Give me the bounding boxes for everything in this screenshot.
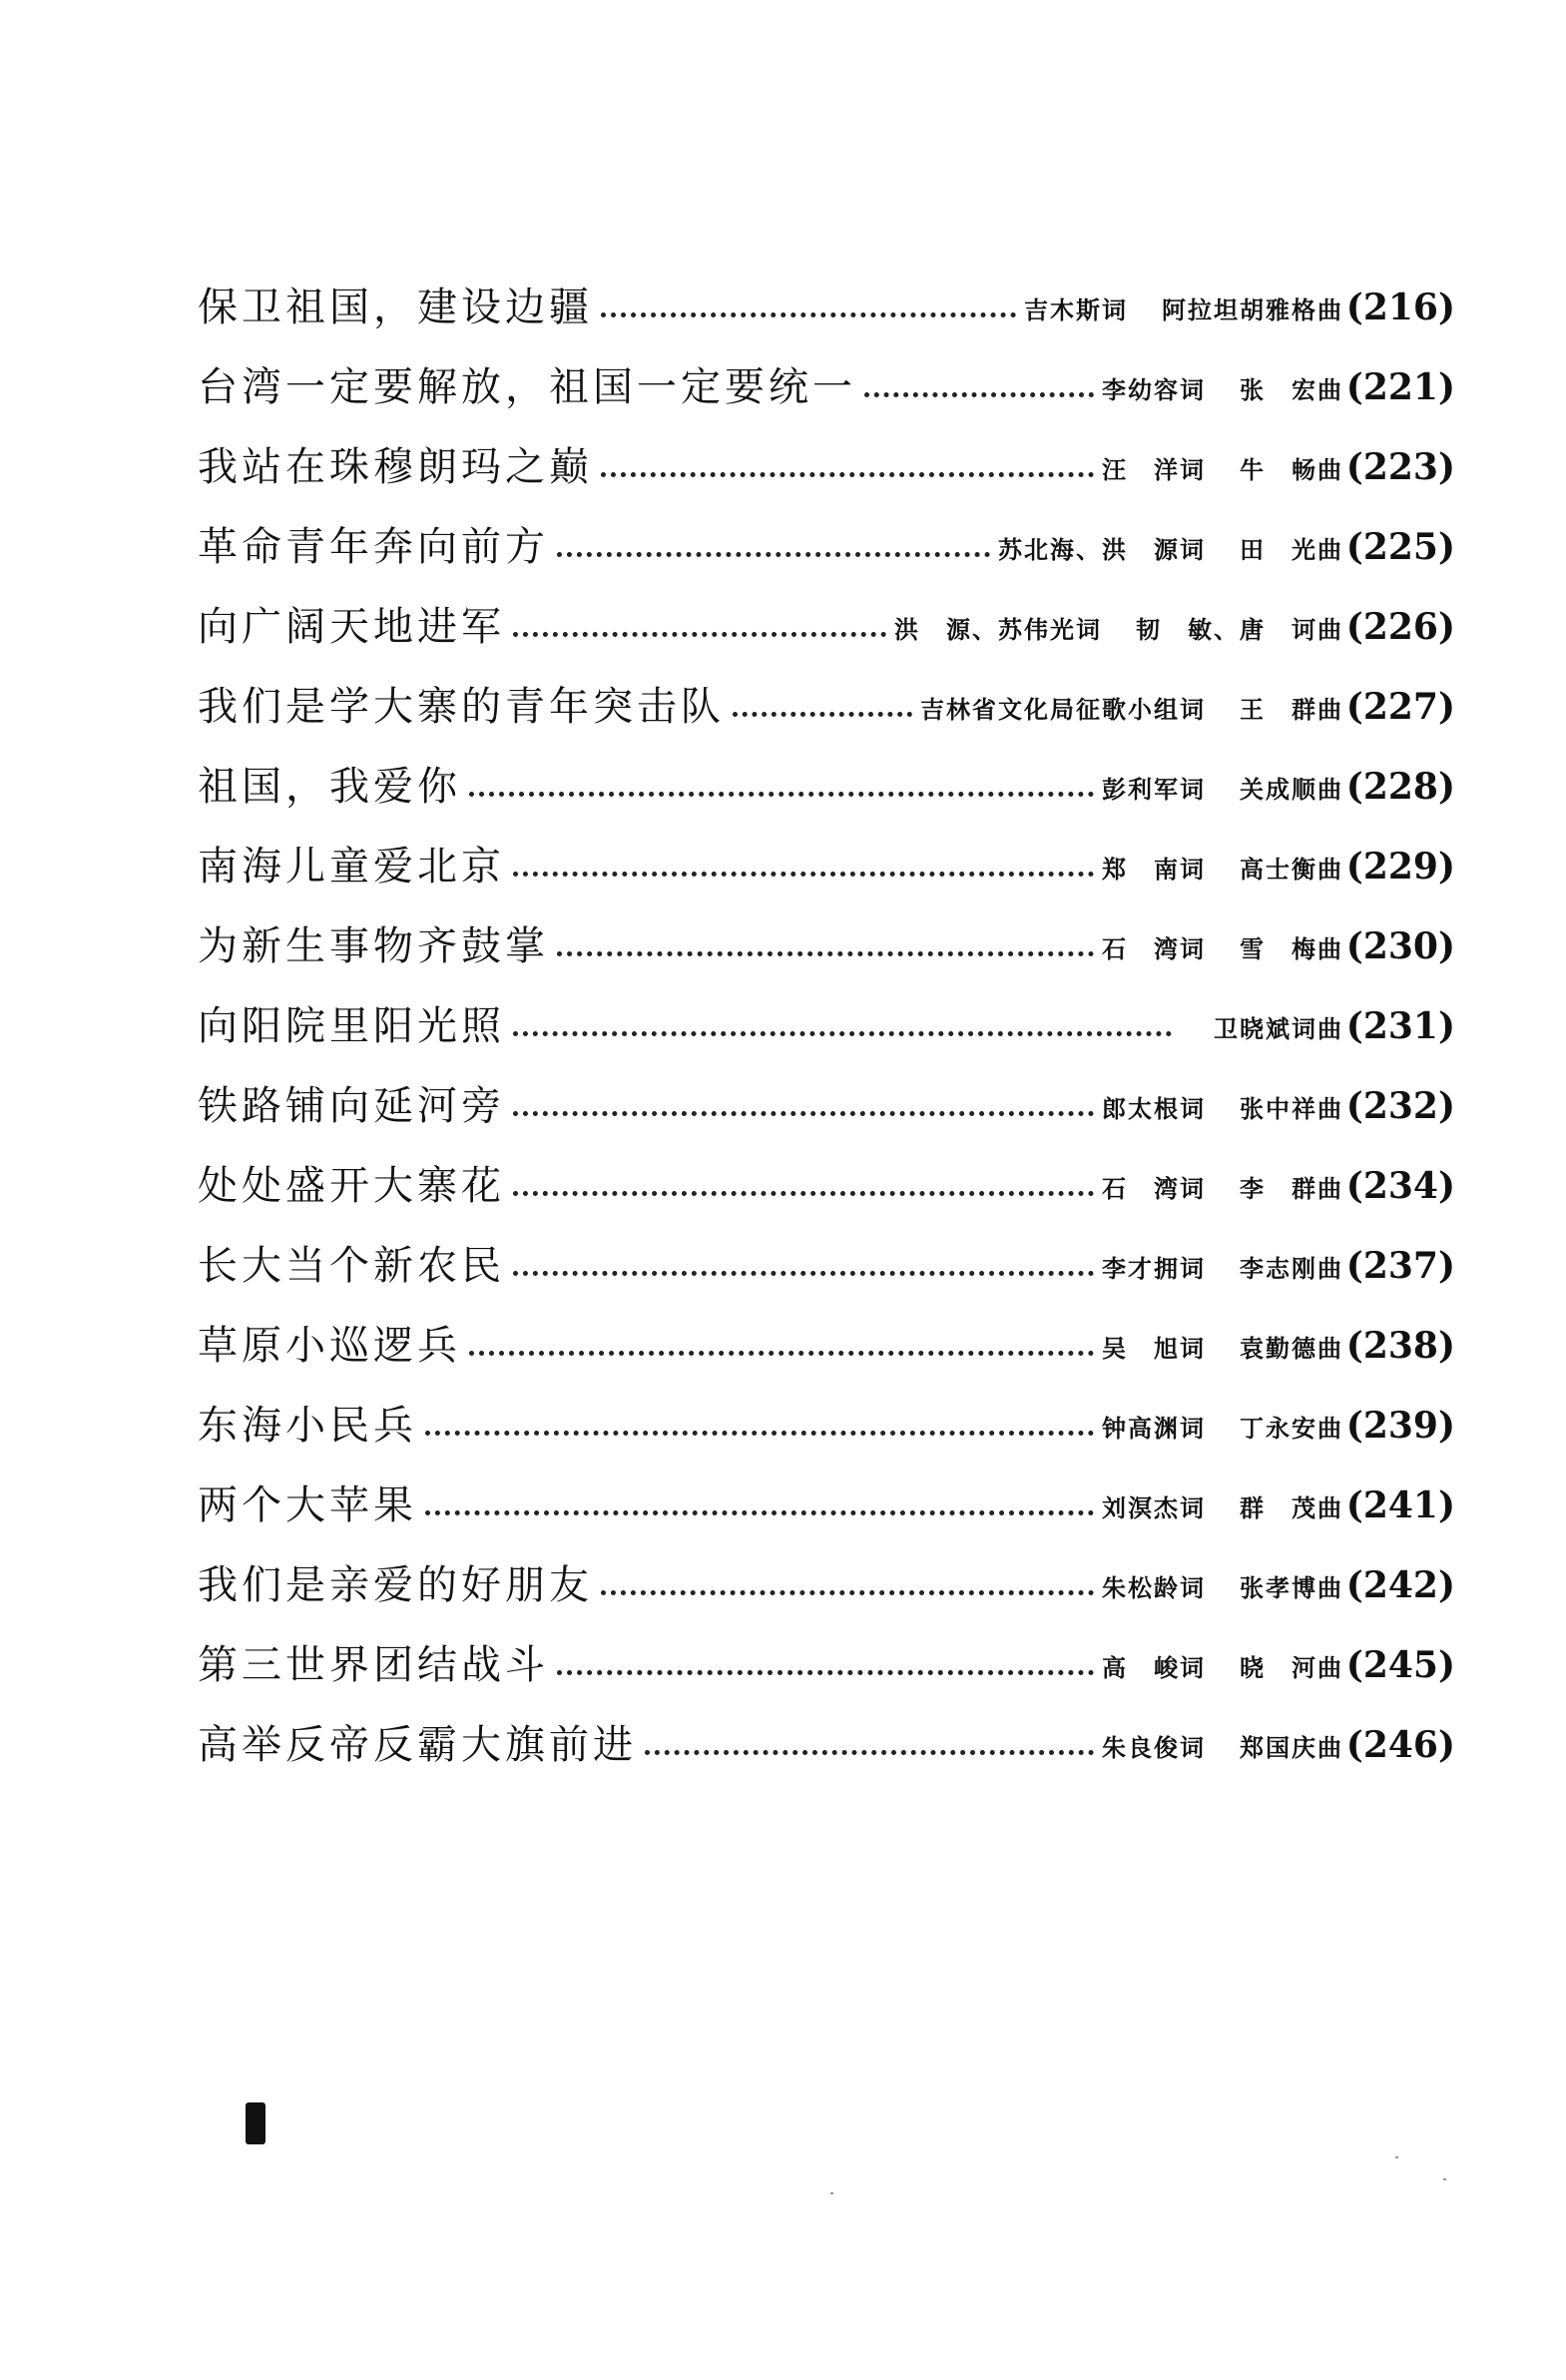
song-credits: [1102, 1092, 1343, 1130]
dot-leader: [513, 1271, 1094, 1276]
composer: 晓 河曲: [1240, 1654, 1343, 1682]
song-credits: [1102, 453, 1343, 491]
song-credits: [1102, 1332, 1343, 1370]
lyricist: 高 峻词: [1102, 1654, 1206, 1682]
toc-entry[interactable]: [198, 1210, 1455, 1290]
song-title: 我站在珠穆朗玛之巅: [198, 444, 593, 490]
song-credits: [1102, 1651, 1343, 1689]
lyricist: 汪 洋词: [1102, 456, 1206, 484]
composer: 雪 梅曲: [1240, 935, 1343, 963]
toc-entry[interactable]: [198, 891, 1455, 970]
scan-speck: [1443, 2178, 1446, 2180]
song-credits: [1102, 853, 1343, 891]
dot-leader: [601, 472, 1094, 477]
song-credits: [998, 533, 1343, 571]
dot-leader: [733, 712, 912, 717]
scan-speck: [1395, 2156, 1398, 2158]
dot-leader: [513, 1031, 1172, 1036]
song-credits: [1102, 932, 1343, 970]
toc-entry[interactable]: [198, 491, 1455, 571]
toc-entry[interactable]: [198, 811, 1455, 891]
composer: 卫晓斌词曲: [1214, 1015, 1343, 1043]
dot-leader: [557, 552, 990, 557]
toc-entry[interactable]: [198, 1370, 1455, 1450]
dot-leader: [513, 872, 1094, 877]
composer: 张孝博曲: [1240, 1574, 1343, 1602]
page-number: (221): [1345, 366, 1455, 408]
page-number: (241): [1345, 1485, 1455, 1526]
dot-leader: [557, 1670, 1094, 1675]
composer: 丁永安曲: [1240, 1415, 1343, 1443]
song-credits: [1102, 1252, 1343, 1290]
page-number: (216): [1345, 287, 1455, 328]
song-title: 向广阔天地进军: [198, 604, 505, 650]
song-title: 两个大苹果: [198, 1483, 417, 1528]
song-credits: [1102, 1412, 1343, 1450]
song-title: 我们是学大寨的青年突击队: [198, 684, 725, 730]
song-credits: [1102, 373, 1343, 411]
song-credits: [1102, 1571, 1343, 1609]
song-credits: [1102, 1731, 1343, 1769]
song-title: 草原小巡逻兵: [198, 1323, 461, 1369]
lyricist: 石 湾词: [1102, 1175, 1206, 1203]
toc-entry[interactable]: [198, 1130, 1455, 1210]
composer: 李 群曲: [1240, 1175, 1343, 1203]
lyricist: 李才拥词: [1102, 1255, 1206, 1283]
page-number: (246): [1345, 1724, 1455, 1766]
page-number: (227): [1345, 686, 1455, 728]
composer: 群 茂曲: [1240, 1494, 1343, 1522]
toc-entry[interactable]: [198, 970, 1455, 1050]
song-credits: [1102, 1491, 1343, 1529]
song-title: 为新生事物齐鼓掌: [198, 923, 549, 969]
dot-leader: [425, 1510, 1094, 1515]
toc-entry[interactable]: [198, 331, 1455, 411]
song-title: 向阳院里阳光照: [198, 1003, 505, 1049]
composer: 阿拉坦胡雅格曲: [1162, 297, 1343, 324]
page-number: (237): [1345, 1245, 1455, 1287]
composer: 高士衡曲: [1240, 856, 1343, 884]
page-number: (239): [1345, 1405, 1455, 1447]
toc-entry[interactable]: [198, 1050, 1455, 1130]
song-title: 东海小民兵: [198, 1403, 417, 1449]
toc-entry[interactable]: [198, 1529, 1455, 1609]
composer: 牛 畅曲: [1240, 456, 1343, 484]
page-number: (231): [1345, 1005, 1455, 1047]
dot-leader: [513, 1111, 1094, 1116]
toc-entry[interactable]: [198, 1290, 1455, 1370]
page-number: (228): [1345, 766, 1455, 808]
lyricist: 石 湾词: [1102, 935, 1206, 963]
page-number: (238): [1345, 1325, 1455, 1367]
song-title: 长大当个新农民: [198, 1243, 505, 1289]
composer: 张 宏曲: [1240, 376, 1343, 404]
page-number: (229): [1345, 846, 1455, 888]
composer: 韧 敏、唐 诃曲: [1136, 616, 1343, 644]
song-title: 铁路铺向延河旁: [198, 1083, 505, 1129]
song-title: 高举反帝反霸大旗前进: [198, 1722, 637, 1768]
page-number: (230): [1345, 925, 1455, 967]
composer: 郑国庆曲: [1240, 1734, 1343, 1762]
dot-leader: [601, 1590, 1094, 1595]
composer: 关成顺曲: [1240, 776, 1343, 804]
dot-leader: [513, 632, 886, 637]
lyricist: 郎太根词: [1102, 1095, 1206, 1123]
dot-leader: [645, 1750, 1094, 1755]
toc-entry[interactable]: [198, 731, 1455, 811]
composer: 李志刚曲: [1240, 1255, 1343, 1283]
toc-entry[interactable]: [198, 1609, 1455, 1689]
lyricist: 钟高渊词: [1102, 1415, 1206, 1443]
table-of-contents: [198, 252, 1455, 1769]
scan-speck: [830, 2192, 833, 2194]
toc-entry[interactable]: [198, 651, 1455, 731]
dot-leader: [601, 312, 1016, 317]
print-margin-mark: [246, 2102, 265, 2144]
page-number: (245): [1345, 1644, 1455, 1686]
song-title: 我们是亲爱的好朋友: [198, 1562, 593, 1608]
page-number: (232): [1345, 1085, 1455, 1127]
song-credits: [894, 613, 1343, 651]
page-number: (226): [1345, 606, 1455, 648]
dot-leader: [513, 1191, 1094, 1196]
page-number: (223): [1345, 446, 1455, 488]
lyricist: 苏北海、洪 源词: [998, 536, 1206, 564]
page-number: (225): [1345, 526, 1455, 568]
composer: 王 群曲: [1240, 696, 1343, 724]
dot-leader: [469, 1351, 1094, 1356]
song-title: 第三世界团结战斗: [198, 1642, 549, 1688]
dot-leader: [469, 792, 1094, 797]
song-credits: [1024, 294, 1343, 331]
song-title: 革命青年奔向前方: [198, 524, 549, 570]
toc-entry[interactable]: [198, 411, 1455, 491]
song-credits: [1102, 1172, 1343, 1210]
lyricist: 李幼容词: [1102, 376, 1206, 404]
song-title: 保卫祖国，建设边疆: [198, 285, 593, 330]
song-credits: [1102, 773, 1343, 811]
dot-leader: [425, 1431, 1094, 1436]
lyricist: 吴 旭词: [1102, 1335, 1206, 1363]
lyricist: 洪 源、苏伟光词: [894, 616, 1102, 644]
toc-entry[interactable]: [198, 1689, 1455, 1769]
dot-leader: [864, 392, 1094, 397]
toc-entry[interactable]: [198, 571, 1455, 651]
lyricist: 吉木斯词: [1024, 297, 1128, 324]
dot-leader: [557, 951, 1094, 956]
lyricist: 朱松龄词: [1102, 1574, 1206, 1602]
song-title: 南海儿童爱北京: [198, 844, 505, 890]
lyricist: 彭利军词: [1102, 776, 1206, 804]
song-title: 处处盛开大寨花: [198, 1163, 505, 1209]
page-number: (234): [1345, 1165, 1455, 1207]
toc-entry[interactable]: [198, 252, 1455, 331]
composer: 田 光曲: [1240, 536, 1343, 564]
lyricist: 吉林省文化局征歌小组词: [920, 696, 1206, 724]
composer: 张中祥曲: [1240, 1095, 1343, 1123]
toc-entry[interactable]: [198, 1450, 1455, 1529]
song-credits: [920, 693, 1343, 731]
song-credits: [1180, 1012, 1343, 1050]
song-title: 祖国，我爱你: [198, 764, 461, 810]
lyricist: 朱良俊词: [1102, 1734, 1206, 1762]
lyricist: 郑 南词: [1102, 856, 1206, 884]
song-title: 台湾一定要解放，祖国一定要统一: [198, 364, 856, 410]
lyricist: 刘溟杰词: [1102, 1494, 1206, 1522]
page-number: (242): [1345, 1564, 1455, 1606]
composer: 袁勤德曲: [1240, 1335, 1343, 1363]
